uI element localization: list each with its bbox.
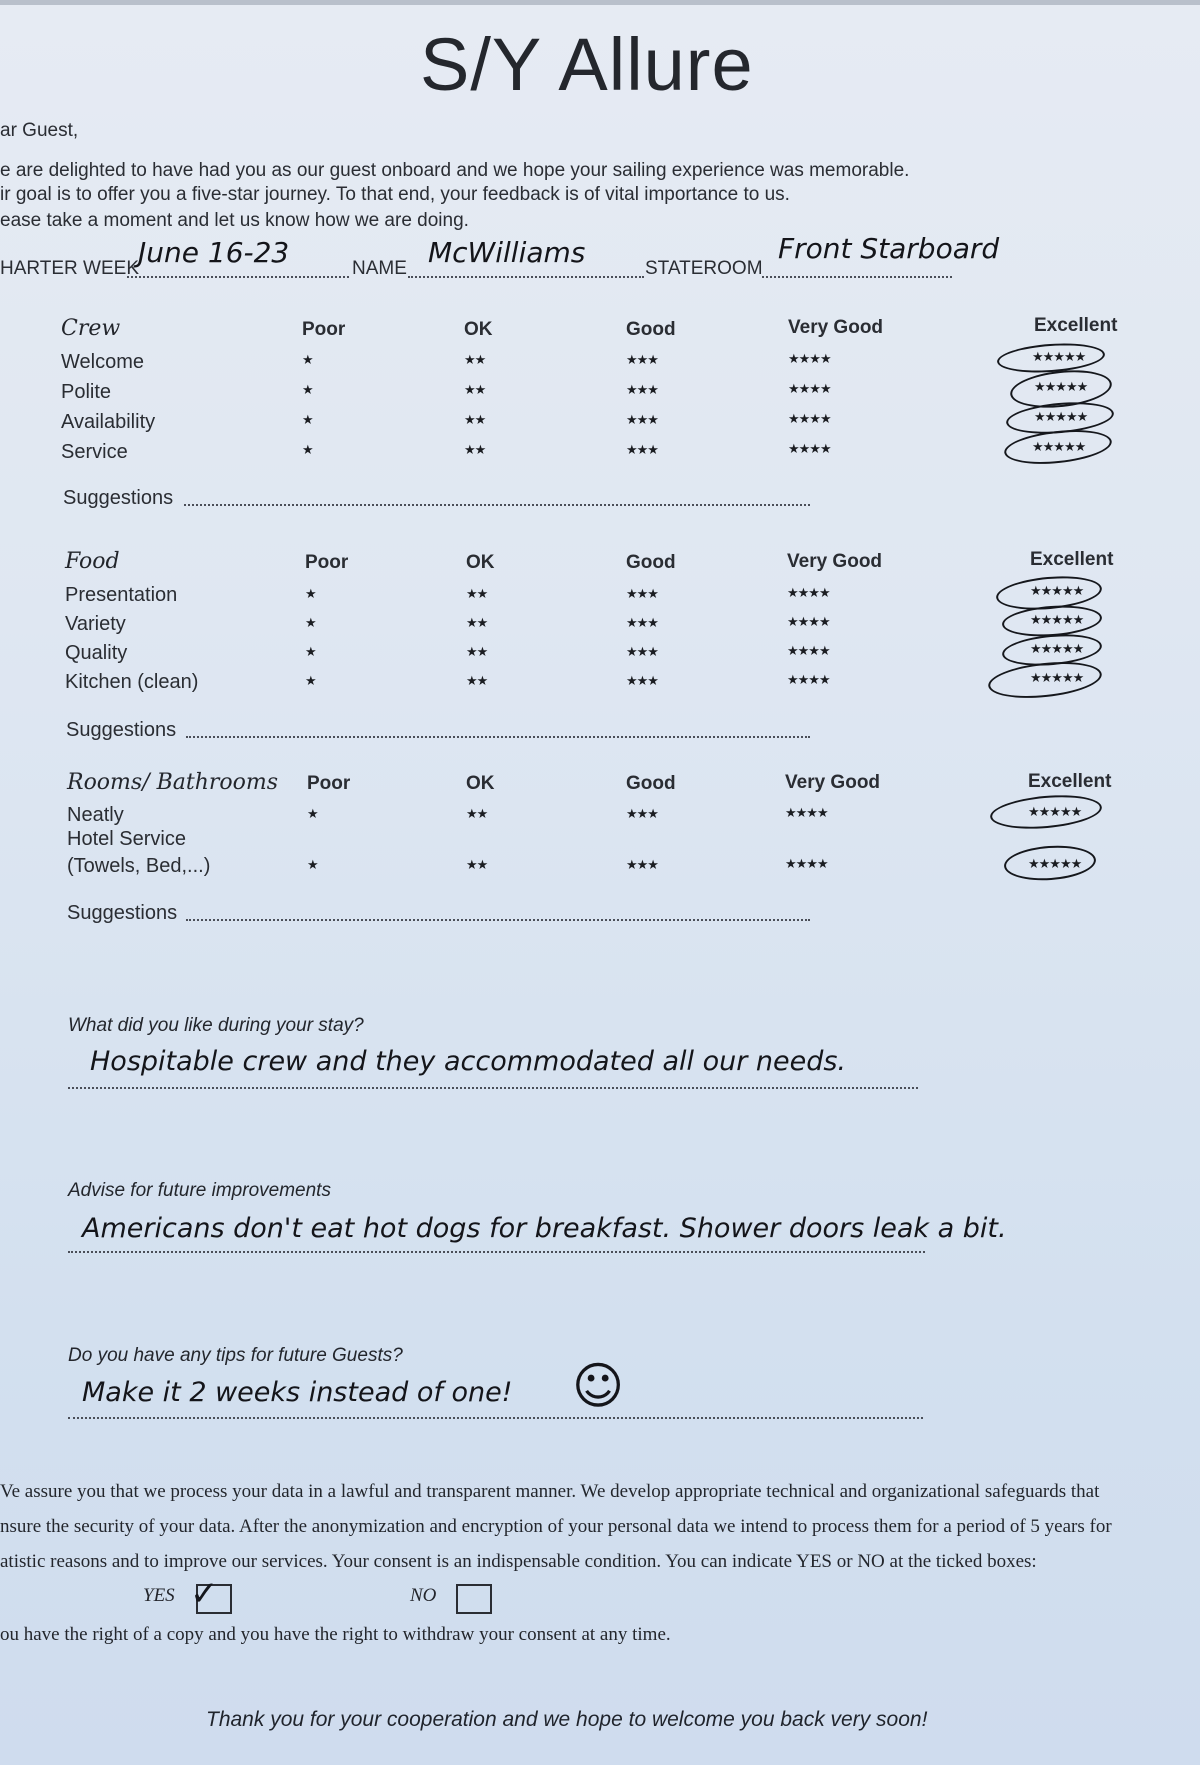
crew-polite-ok[interactable]: ★★ [464,382,486,397]
rooms-neatly-ok[interactable]: ★★ [466,806,488,821]
food-presentation-very-good[interactable]: ★★★★ [787,585,830,600]
stateroom-label: STATEROOM [645,258,763,279]
rooms-hotel-ok[interactable]: ★★ [466,857,488,872]
food-quality-ok[interactable]: ★★ [466,644,488,659]
intro-line-2: ir goal is to offer you a five-star journey. To that end, your feedback is of vital importance to us. [0,184,790,205]
crew-polite-very-good[interactable]: ★★★★ [788,381,831,396]
crew-service-ok[interactable]: ★★ [464,442,486,457]
food-col-excellent: Excellent [1030,549,1114,570]
food-kitchen-excellent[interactable]: ★★★★★ [1030,670,1084,685]
food-kitchen-poor[interactable]: ★ [305,673,316,688]
crew-col-poor: Poor [302,319,346,340]
thank-you-message: Thank you for your cooperation and we hope to welcome you back very soon! [206,1708,928,1731]
food-quality-excellent[interactable]: ★★★★★ [1030,641,1084,656]
question-tips: Do you have any tips for future Guests? [68,1345,403,1366]
answer-liked[interactable]: Hospitable crew and they accommodated all our needs. [90,1046,847,1077]
food-variety-ok[interactable]: ★★ [466,615,488,630]
stateroom-value[interactable]: Front Starboard [778,232,1000,265]
rooms-hotel-very-good[interactable]: ★★★★ [785,856,828,871]
food-kitchen-selected-circle [987,657,1104,703]
crew-welcome-very-good[interactable]: ★★★★ [788,351,831,366]
answer-tips-line [68,1417,923,1419]
crew-polite-excellent[interactable]: ★★★★★ [1034,379,1088,394]
food-section-title: Food [65,549,120,574]
food-col-very-good: Very Good [787,551,883,572]
check-mark-icon: ✓ [190,1574,219,1614]
food-row-variety: Variety [65,613,126,635]
food-quality-poor[interactable]: ★ [305,644,316,659]
rooms-neatly-poor[interactable]: ★ [307,806,318,821]
consent-no-checkbox[interactable] [456,1584,492,1614]
crew-suggestions-line[interactable] [184,504,810,506]
name-label: NAME [352,258,407,279]
rooms-suggestions-line[interactable] [186,919,810,921]
crew-service-selected-circle [1003,425,1114,468]
answer-improvements-line [68,1251,925,1253]
answer-liked-line [68,1087,918,1089]
question-liked: What did you like during your stay? [68,1015,364,1036]
smiley-doodle: ☺ [572,1357,625,1415]
crew-availability-poor[interactable]: ★ [302,412,313,427]
answer-improvements[interactable]: Americans don't eat hot dogs for breakfast. Shower doors leak a bit. [82,1213,1007,1244]
crew-availability-ok[interactable]: ★★ [464,412,486,427]
food-kitchen-good[interactable]: ★★★ [626,673,658,688]
food-row-kitchen: Kitchen (clean) [65,671,199,693]
food-variety-good[interactable]: ★★★ [626,615,658,630]
food-kitchen-very-good[interactable]: ★★★★ [787,672,830,687]
food-presentation-poor[interactable]: ★ [305,586,316,601]
crew-col-excellent: Excellent [1034,315,1118,336]
crew-service-poor[interactable]: ★ [302,442,313,457]
food-row-quality: Quality [65,642,128,664]
consent-line-1: Ve assure you that we process your data in a lawful and transparent manner. We develop appropriate technical and organizational safeguards that [0,1481,1100,1502]
food-quality-very-good[interactable]: ★★★★ [787,643,830,658]
crew-availability-good[interactable]: ★★★ [626,412,658,427]
stateroom-line [762,276,952,278]
charter-week-line [127,276,349,278]
rooms-col-excellent: Excellent [1028,771,1112,792]
crew-welcome-poor[interactable]: ★ [302,352,313,367]
crew-availability-very-good[interactable]: ★★★★ [788,411,831,426]
name-value[interactable]: McWilliams [428,236,586,269]
rooms-col-very-good: Very Good [785,772,881,793]
crew-welcome-excellent[interactable]: ★★★★★ [1032,349,1086,364]
food-quality-good[interactable]: ★★★ [626,644,658,659]
rooms-col-good: Good [626,773,676,794]
consent-line-2: nsure the security of your data. After the anonymization and encryption of your personal data we intend to process them for a period of 5 years for [0,1516,1112,1537]
page-top-edge [0,0,1200,5]
rooms-section-title: Rooms/ Bathrooms [67,770,279,795]
food-variety-excellent[interactable]: ★★★★★ [1030,612,1084,627]
rooms-neatly-excellent[interactable]: ★★★★★ [1028,804,1082,819]
crew-availability-excellent[interactable]: ★★★★★ [1034,409,1088,424]
food-kitchen-ok[interactable]: ★★ [466,673,488,688]
crew-polite-poor[interactable]: ★ [302,382,313,397]
food-col-good: Good [626,552,676,573]
food-variety-poor[interactable]: ★ [305,615,316,630]
crew-row-polite: Polite [61,381,112,403]
question-improvements: Advise for future improvements [68,1180,331,1201]
charter-week-value[interactable]: June 16-23 [138,236,290,269]
food-presentation-good[interactable]: ★★★ [626,586,658,601]
rooms-neatly-selected-circle [989,791,1103,833]
crew-row-availability: Availability [61,411,156,433]
food-row-presentation: Presentation [65,584,178,606]
crew-section-title: Crew [61,316,121,341]
rooms-row-hotel-service: Hotel Service [67,828,186,850]
rooms-hotel-selected-circle [1003,843,1097,883]
crew-row-service: Service [61,441,128,463]
crew-col-very-good: Very Good [788,317,884,338]
crew-welcome-good[interactable]: ★★★ [626,352,658,367]
rooms-row-neatly: Neatly [67,804,124,826]
consent-no-label: NO [410,1585,437,1606]
crew-service-very-good[interactable]: ★★★★ [788,441,831,456]
food-col-poor: Poor [305,552,349,573]
crew-col-ok: OK [464,319,493,340]
charter-week-label: HARTER WEEK [0,258,140,279]
consent-line-3: atistic reasons and to improve our services. Your consent is an indispensable condition. You can indicate YES or NO at the ticked boxes: [0,1551,1037,1572]
intro-line-3: ease take a moment and let us know how we are doing. [0,210,469,231]
crew-polite-good[interactable]: ★★★ [626,382,658,397]
rooms-col-poor: Poor [307,773,351,794]
greeting: ar Guest, [0,120,79,141]
food-suggestions-line[interactable] [186,736,810,738]
consent-yes-label: YES [143,1585,175,1606]
food-col-ok: OK [466,552,495,573]
rooms-neatly-very-good[interactable]: ★★★★ [785,805,828,820]
rooms-row-hotel-service-detail: (Towels, Bed,...) [67,855,211,877]
crew-suggestions-label: Suggestions [63,487,174,509]
food-suggestions-label: Suggestions [66,719,177,741]
food-presentation-excellent[interactable]: ★★★★★ [1030,583,1084,598]
food-variety-very-good[interactable]: ★★★★ [787,614,830,629]
name-line [408,276,644,278]
consent-rights-line: ou have the right of a copy and you have the right to withdraw your consent at any time. [0,1624,671,1645]
crew-row-welcome: Welcome [61,351,144,373]
rooms-suggestions-label: Suggestions [67,902,178,924]
page-title: S/Y Allure [420,23,754,106]
rooms-hotel-excellent[interactable]: ★★★★★ [1028,856,1082,871]
rooms-col-ok: OK [466,773,495,794]
crew-service-excellent[interactable]: ★★★★★ [1032,439,1086,454]
intro-line-1: e are delighted to have had you as our guest onboard and we hope your sailing experience was memorable. [0,160,910,181]
crew-welcome-ok[interactable]: ★★ [464,352,486,367]
rooms-hotel-poor[interactable]: ★ [307,857,318,872]
crew-service-good[interactable]: ★★★ [626,442,658,457]
answer-tips[interactable]: Make it 2 weeks instead of one! [82,1377,513,1408]
crew-col-good: Good [626,319,676,340]
rooms-neatly-good[interactable]: ★★★ [626,806,658,821]
rooms-hotel-good[interactable]: ★★★ [626,857,658,872]
food-presentation-ok[interactable]: ★★ [466,586,488,601]
